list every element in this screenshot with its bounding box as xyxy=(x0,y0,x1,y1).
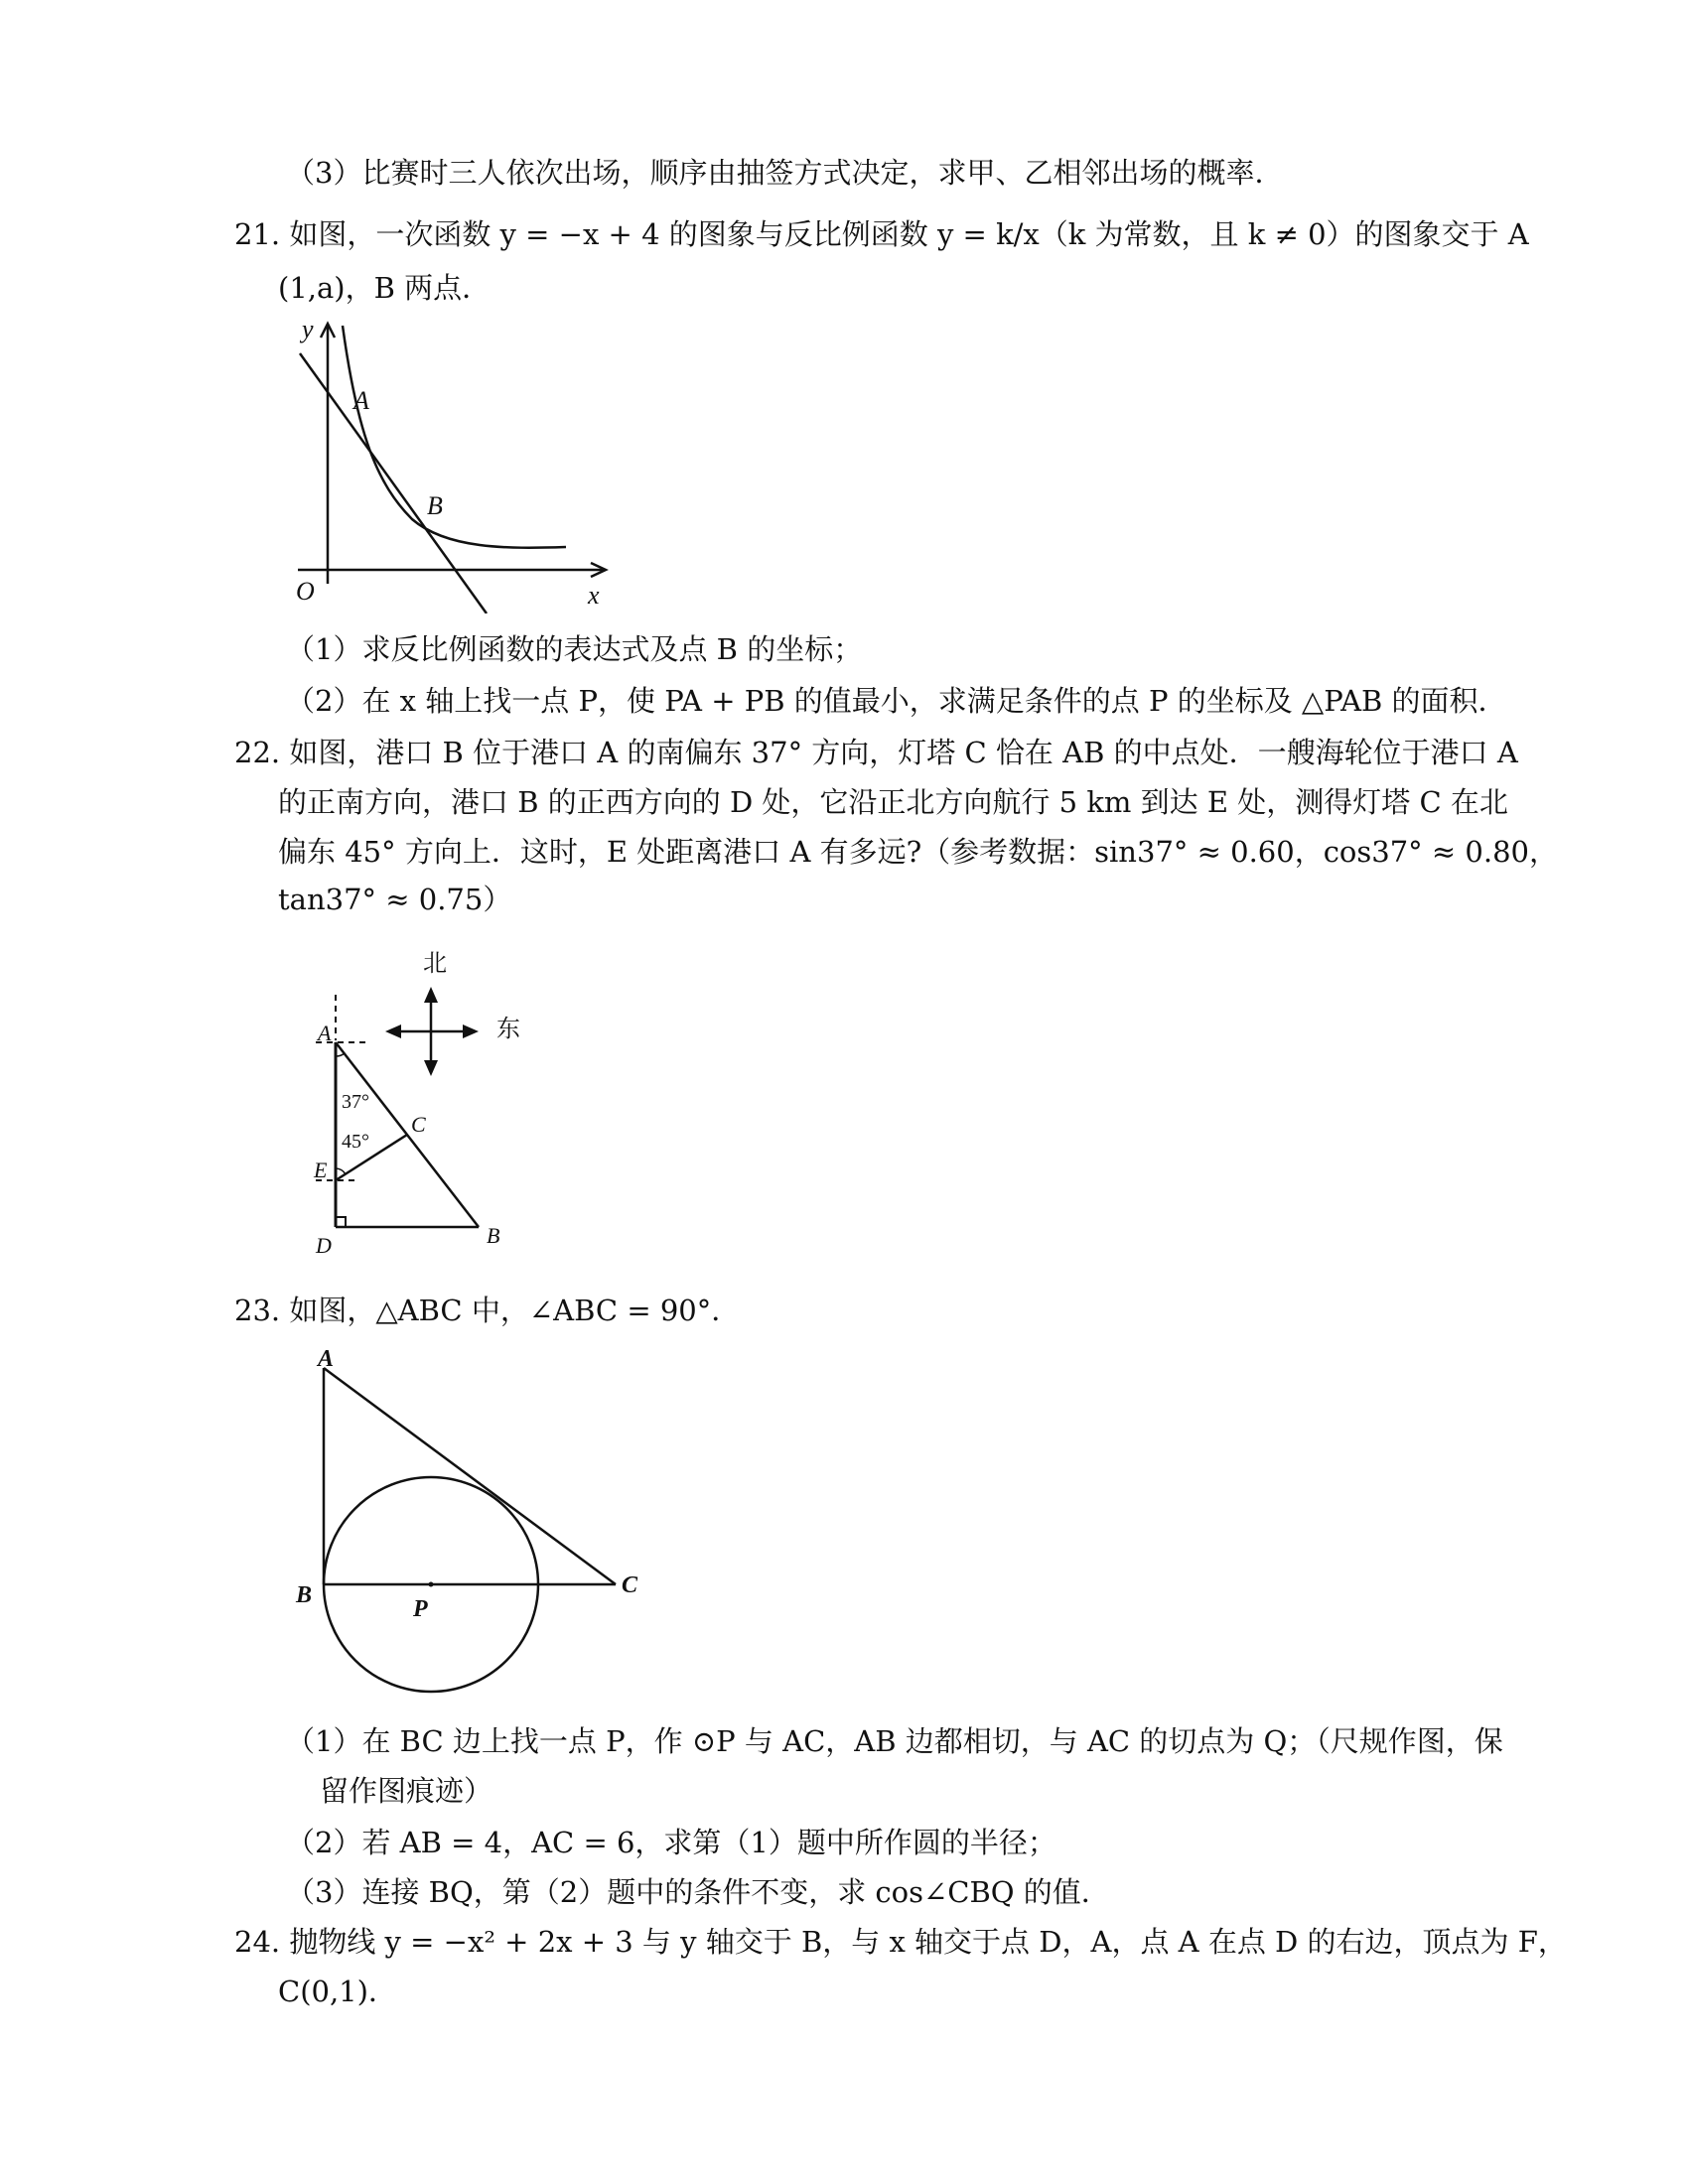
q22-stem-line1: 22. 如图，港口 B 位于港口 A 的南偏东 37° 方向，灯塔 C 恰在 AB 的中点处．一艘海轮位于港口 A xyxy=(234,736,1518,769)
q23-label-c: C xyxy=(622,1572,638,1598)
q22-label-c: C xyxy=(411,1112,426,1137)
q23-label-a: A xyxy=(318,1346,335,1372)
q21-origin-label: O xyxy=(296,577,315,606)
q23-part2: （2）若 AB = 4，AC = 6，求第（1）题中所作圆的半径； xyxy=(286,1826,1056,1859)
q23-stem: 23. 如图，△ABC 中，∠ABC = 90°． xyxy=(234,1294,741,1327)
q20-part3: （3）比赛时三人依次出场，顺序由抽签方式决定，求甲、乙相邻出场的概率． xyxy=(286,156,1284,190)
q21-figure xyxy=(288,316,626,614)
q21-y-label: y xyxy=(302,316,314,343)
q24-stem-line2: C(0,1)． xyxy=(278,1975,397,2008)
q23-label-p: P xyxy=(413,1596,428,1622)
q22-label-45: 45° xyxy=(342,1131,369,1153)
q21-point-a-label: A xyxy=(353,386,369,415)
q22-east-label: 东 xyxy=(496,1017,520,1042)
q23-part1-line1: （1）在 BC 边上找一点 P，作 ⊙P 与 AC，AB 边都相切，与 AC 的切点为 Q；（尺规作图，保 xyxy=(286,1724,1503,1758)
q22-figure xyxy=(298,943,556,1261)
q22-stem-line4: tan37° ≈ 0.75） xyxy=(278,883,512,916)
q22-stem-line3: 偏东 45° 方向上．这时，E 处距离港口 A 有多远?（参考数据：sin37° ≈ 0.60，cos37° ≈ 0.80， xyxy=(278,835,1558,869)
q21-stem-line1: 21. 如图，一次函数 y = −x + 4 的图象与反比例函数 y = k/x（k 为常数，且 k ≠ 0）的图象交于 A xyxy=(234,217,1529,251)
q22-north-label: 北 xyxy=(423,951,447,977)
q23-part3: （3）连接 BQ，第（2）题中的条件不变，求 cos∠CBQ 的值． xyxy=(286,1875,1110,1909)
q23-figure xyxy=(288,1342,665,1709)
q23-segment-ac xyxy=(324,1368,616,1584)
q22-stem-line2: 的正南方向，港口 B 的正西方向的 D 处，它沿正北方向航行 5 km 到达 E 处，测得灯塔 C 在北 xyxy=(278,785,1508,819)
q23-center-p-dot xyxy=(429,1582,434,1587)
q21-x-label: x xyxy=(588,581,600,610)
q22-label-d: D xyxy=(316,1233,332,1258)
q22-label-e: E xyxy=(314,1158,328,1182)
q21-part2: （2）在 x 轴上找一点 P，使 PA + PB 的值最小，求满足条件的点 P 的坐标及 △PAB 的面积． xyxy=(286,684,1507,718)
q21-stem-line2: (1,a)，B 两点． xyxy=(278,271,492,305)
q21-point-b-label: B xyxy=(427,491,443,520)
q21-part1: （1）求反比例函数的表达式及点 B 的坐标； xyxy=(286,632,863,666)
q23-label-b: B xyxy=(296,1582,313,1608)
q22-compass-icon xyxy=(385,987,479,1076)
q22-label-37: 37° xyxy=(342,1091,369,1113)
q22-label-b: B xyxy=(487,1223,500,1248)
q21-hyperbola xyxy=(343,326,566,548)
q23-part1-line2: 留作图痕迹） xyxy=(320,1774,493,1808)
q24-stem-line1: 24. 抛物线 y = −x² + 2x + 3 与 y 轴交于 B，与 x 轴交于点 D，A，点 A 在点 D 的右边，顶点为 F， xyxy=(234,1925,1567,1959)
q22-label-a: A xyxy=(318,1021,332,1045)
